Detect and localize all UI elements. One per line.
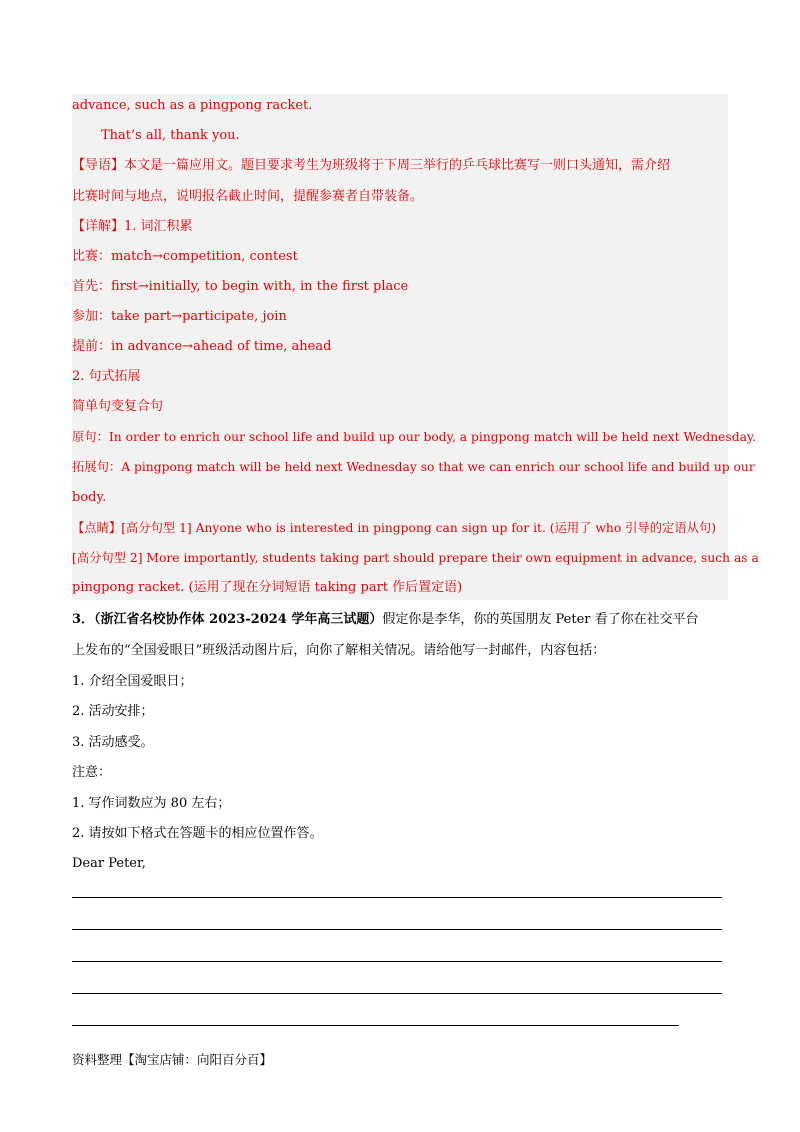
- detail-heading: 【详解】1. 词汇积累: [72, 219, 193, 234]
- expanded-sentence: 拓展句：A pingpong match will be held next Wednesday so that we can enrich our school life and build up our: [72, 460, 755, 474]
- answer-line: [72, 993, 722, 994]
- answer-line: [72, 897, 722, 898]
- highlight-sentence: pingpong racket. (运用了现在分词短语 taking part 作后置定语): [72, 580, 463, 595]
- question-heading: [72, 612, 699, 628]
- question-item: 3. 活动感受。: [72, 735, 154, 750]
- answer-closing-line: That’s all, thank you.: [101, 128, 240, 143]
- question-prompt: 上发布的“全国爱眼日”班级活动图片后，向你了解相关情况。请给他写一封邮件，内容包括：: [72, 643, 606, 658]
- guide-text-line: 比赛时间与地点，说明报名截止时间，提醒参赛者自带装备。: [72, 189, 424, 204]
- vocab-item: 参加：take part→participate, join: [72, 309, 287, 324]
- page-footer: 资料整理【淘宝店铺：向阳百分百】: [72, 1052, 273, 1067]
- question-number: 3．: [72, 612, 95, 627]
- sentence-heading: 2. 句式拓展: [72, 369, 141, 384]
- highlight-sentence: [高分句型 2] More importantly, students taking part should prepare their own equipment in advance, such as a: [72, 551, 759, 565]
- answer-line: [72, 961, 722, 962]
- answer-text-line: advance, such as a pingpong racket.: [72, 98, 313, 113]
- vocab-item: 比赛：match→competition, contest: [72, 249, 298, 264]
- question-source: （浙江省名校协作体 2023-2024 学年高三试题）: [94, 612, 383, 627]
- question-prompt: 假定你是李华，你的英国朋友 Peter 看了你在社交平台: [382, 612, 699, 627]
- expanded-sentence: body.: [72, 490, 107, 505]
- answer-line: [72, 1025, 679, 1026]
- letter-salutation: Dear Peter,: [72, 856, 146, 871]
- sentence-subheading: 简单句变复合句: [72, 399, 164, 414]
- highlight-sentence: 【点睛】[高分句型 1] Anyone who is interested in pingpong can sign up for it. (运用了 who 引导的定语从句): [72, 521, 717, 535]
- vocab-item: 提前：in advance→ahead of time, ahead: [72, 339, 332, 354]
- note-item: 1. 写作词数应为 80 左右；: [72, 796, 231, 811]
- note-heading: 注意：: [72, 765, 112, 780]
- note-item: 2. 请按如下格式在答题卡的相应位置作答。: [72, 826, 323, 841]
- vocab-item: 首先：first→initially, to begin with, in the first place: [72, 279, 409, 294]
- guide-text-line: 【导语】本文是一篇应用文。题目要求考生为班级将于下周三举行的乒乓球比赛写一则口头通知，需介绍: [72, 158, 671, 173]
- answer-line: [72, 929, 722, 930]
- question-item: 2. 活动安排；: [72, 704, 154, 719]
- question-item: 1. 介绍全国爱眼日；: [72, 674, 193, 689]
- original-sentence: 原句：In order to enrich our school life and build up our body, a pingpong match will be held next Wednesday.: [72, 430, 757, 444]
